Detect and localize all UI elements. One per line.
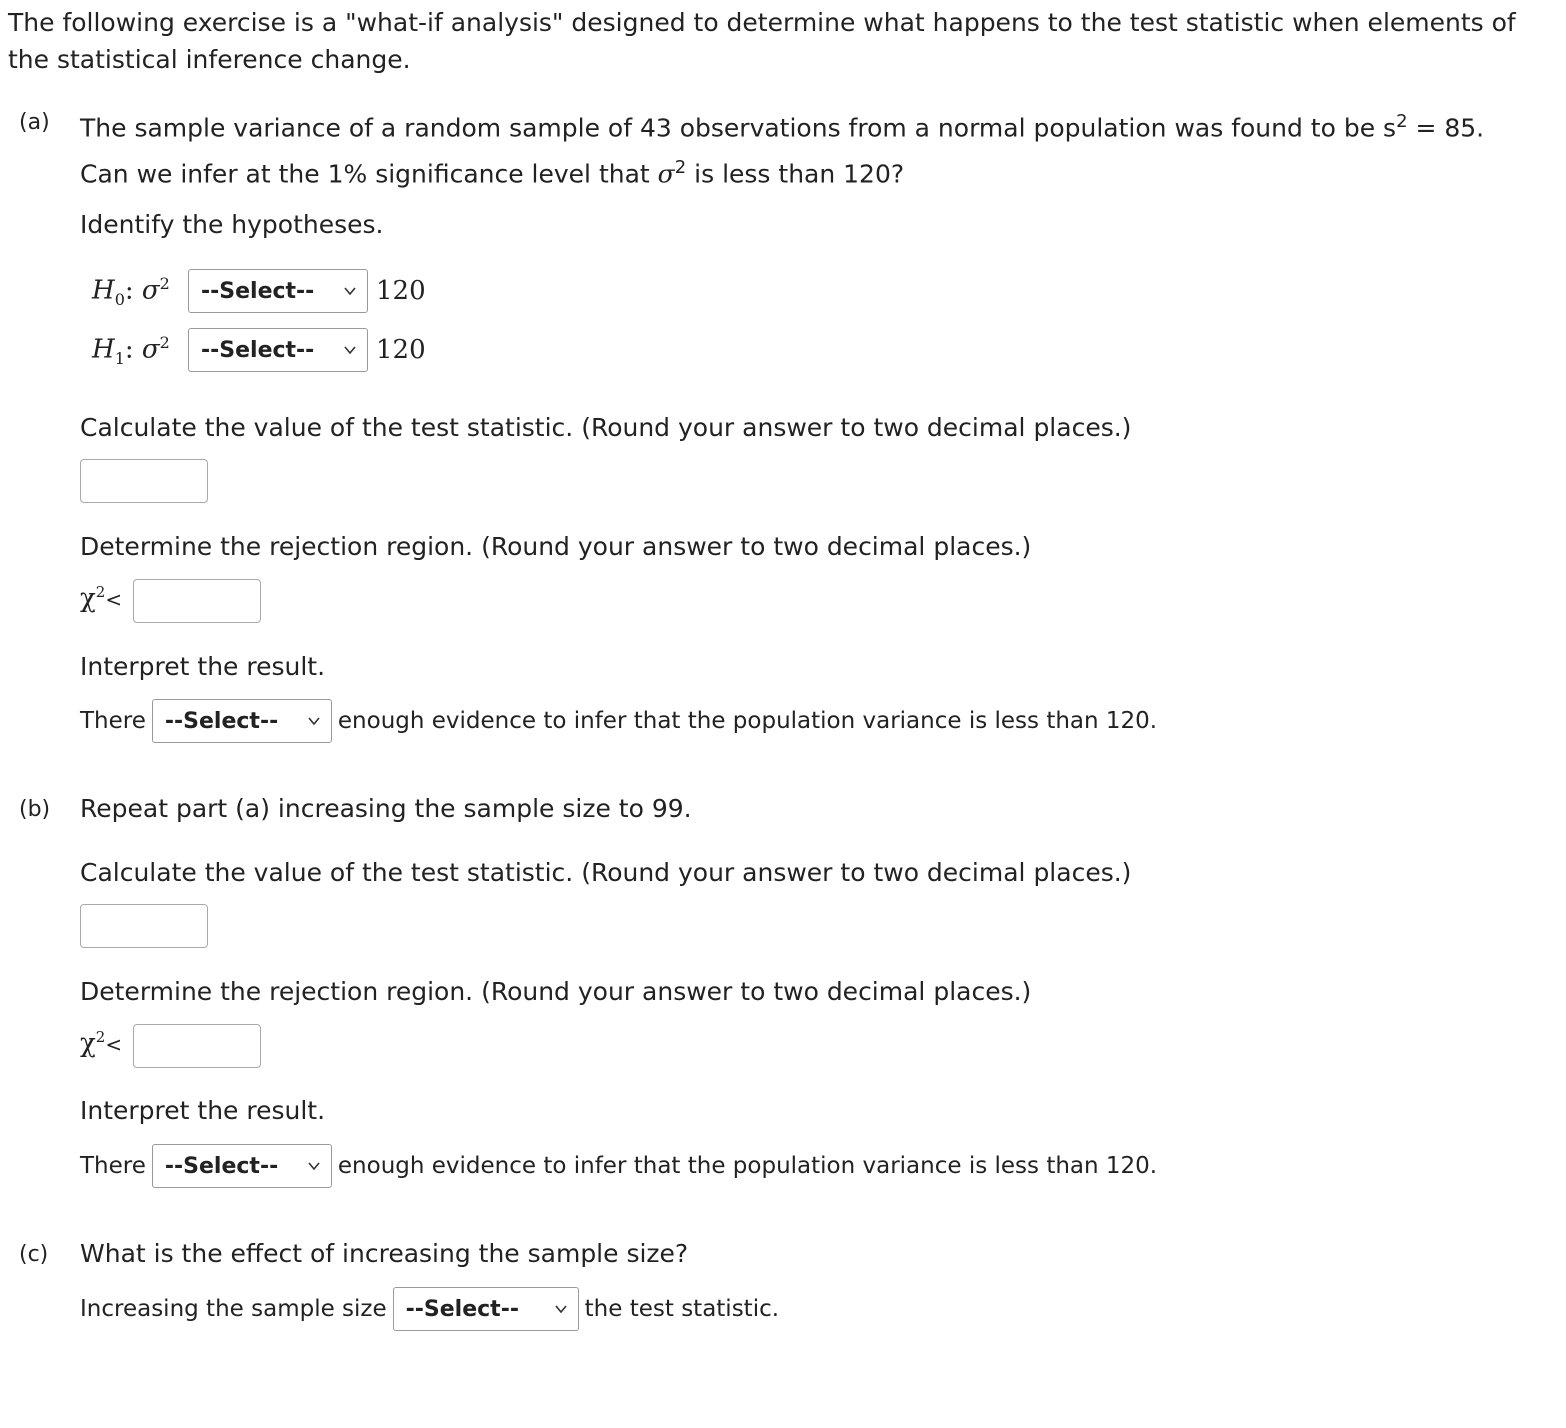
part-a-there-text: There	[80, 708, 146, 734]
sample-variance-exponent: 2	[1396, 111, 1408, 132]
part-a-question-middle: = 85. Can we infer at the 1% significance level that	[80, 113, 1485, 189]
chevron-down-icon	[307, 1159, 321, 1173]
part-c-lead-text: Increasing the sample size	[80, 1296, 387, 1322]
h0-row	[92, 268, 426, 314]
part-b-conclusion-select[interactable]	[152, 1144, 332, 1188]
part-c-effect-select[interactable]	[393, 1287, 579, 1331]
part-b-conclusion-select-label: --Select--	[164, 1153, 279, 1179]
part-b-rejection-region-input[interactable]	[133, 1024, 261, 1068]
h1-value: 120	[376, 335, 426, 365]
part-a-test-statistic-input[interactable]	[80, 459, 208, 503]
part-a-region-text: Determine the rejection region. (Round your answer to two decimal places.)	[80, 532, 1032, 561]
part-a-question-start: The sample variance of a random sample of 43 observations from a normal population was found to be	[80, 113, 1384, 143]
part-b-test-statistic-input[interactable]	[80, 904, 208, 948]
part-a-label: (a)	[19, 110, 50, 135]
part-c-label: (c)	[19, 1242, 49, 1267]
h0-symbol: $H_0$: $\sigma^2$	[92, 273, 170, 309]
h0-select-label: --Select--	[201, 278, 315, 304]
part-c-question: What is the effect of increasing the sample size?	[80, 1239, 689, 1268]
intro-text: The following exercise is a "what-if analysis" designed to determine what happens to the test statistic when elements of the statistical inference change.	[8, 8, 1516, 74]
h1-symbol: $H_1$: $\sigma^2$	[92, 332, 170, 368]
part-a-chi-square-symbol: $\chi^2<$	[80, 583, 123, 614]
part-a-conclusion-select-label: --Select--	[164, 708, 279, 734]
part-a-interpret-row	[80, 698, 1157, 744]
part-a-question	[80, 102, 1540, 195]
chevron-down-icon	[343, 343, 357, 357]
part-a-interpret-text: Interpret the result.	[80, 652, 326, 681]
part-a-conclusion-text: enough evidence to infer that the population variance is less than 120.	[337, 708, 1158, 734]
part-c-answer-row	[80, 1286, 779, 1332]
part-b-interpret-text: Interpret the result.	[80, 1096, 326, 1125]
chevron-down-icon	[554, 1302, 568, 1316]
part-b-conclusion-text: enough evidence to infer that the population variance is less than 120.	[337, 1153, 1158, 1179]
chevron-down-icon	[343, 284, 357, 298]
part-b-region-text: Determine the rejection region. (Round your answer to two decimal places.)	[80, 977, 1032, 1006]
part-a-conclusion-select[interactable]	[152, 699, 332, 743]
part-a-rejection-region-input[interactable]	[133, 579, 261, 623]
part-c-rest-text: the test statistic.	[584, 1296, 780, 1322]
chevron-down-icon	[307, 714, 321, 728]
part-b-interpret-row	[80, 1143, 1157, 1189]
h0-value: 120	[376, 276, 426, 306]
sample-variance-symbol: s	[1383, 113, 1397, 143]
part-b-question: Repeat part (a) increasing the sample size to 99.	[80, 794, 692, 823]
identify-hypotheses-text: Identify the hypotheses.	[80, 210, 384, 239]
part-b-calc-text: Calculate the value of the test statistic. (Round your answer to two decimal places.)	[80, 858, 1132, 887]
sigma-symbol: σ	[657, 159, 675, 189]
part-b-chi-square-symbol: $\chi^2<$	[80, 1028, 123, 1059]
h0-operator-select[interactable]	[188, 269, 368, 313]
part-b-there-text: There	[80, 1153, 146, 1179]
part-a-question-end: is less than 120?	[686, 159, 905, 189]
h1-row	[92, 327, 426, 373]
part-c-effect-select-label: --Select--	[405, 1296, 519, 1322]
h1-operator-select[interactable]	[188, 328, 368, 372]
sigma-exponent: 2	[674, 157, 687, 179]
part-a-calc-text: Calculate the value of the test statistic. (Round your answer to two decimal places.)	[80, 413, 1132, 442]
h1-select-label: --Select--	[201, 337, 315, 363]
part-b-label: (b)	[19, 797, 51, 822]
